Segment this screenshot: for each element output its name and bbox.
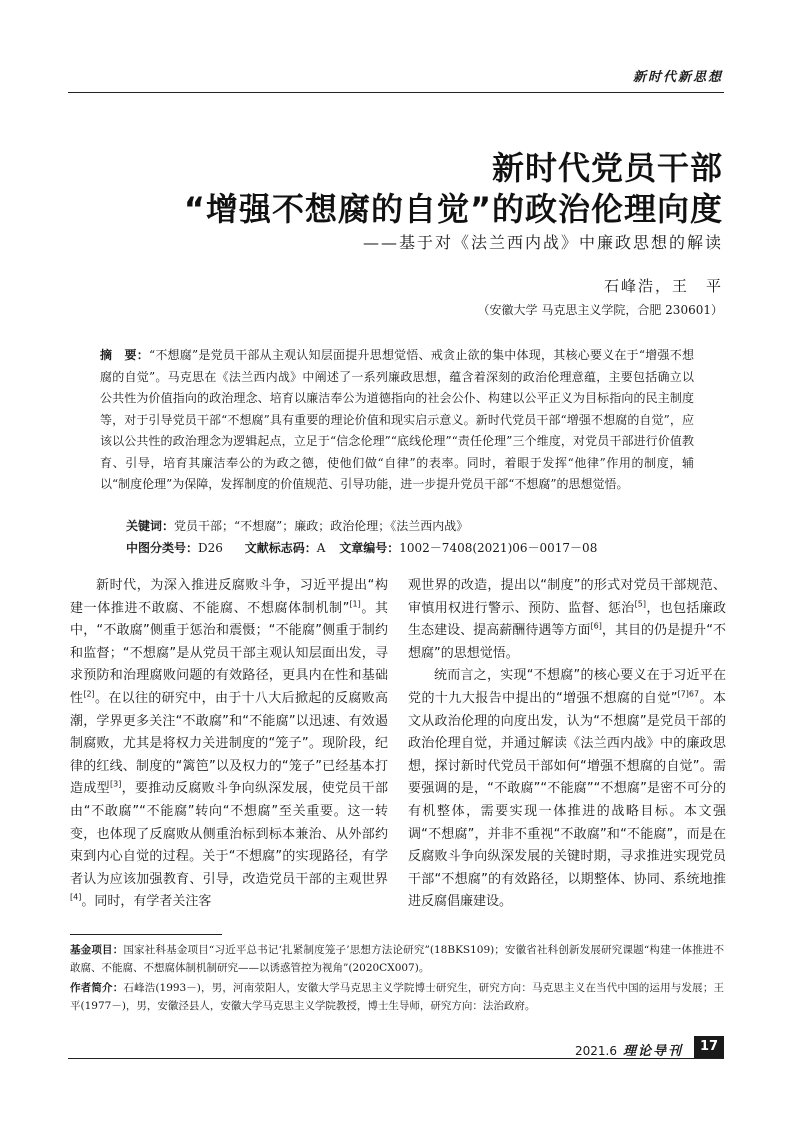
- author-bio-text: 石峰浩(1993－)，男，河南荥阳人，安徽大学马克思主义学院博士研究生，研究方向：马克思主义在当代中国的运用与发展；王平(1977－)，男，安徽泾县人，安徽大学马克思主义学院教授，博士生导师，研究方向：法治政府。: [70, 982, 724, 1012]
- citation-ref[interactable]: [4]: [70, 892, 82, 902]
- clc-label: 中图分类号：: [126, 541, 199, 555]
- abstract-text: “不想腐”是党员干部从主观认知层面提升思想觉悟、戒贪止欲的集中体现，其核心要义在于“增强不想腐的自觉”。马克思在《法兰西内战》中阐述了一系列廉政思想，蕴含着深刻的政治伦理意蕴，主要包括确立以公共性为价值指向的政治理念、培育以廉洁奉公为道德指向的社会公仆、构建以公平正义为目标指向的民主制度等，对于引导党员干部“不想腐”具有重要的理论价值和现实启示意义。新时代党员干部“增强不想腐的自觉”，应该以公共性的政治理念为逻辑起点，立足于“信念伦理”“底线伦理”“责任伦理”三个维度，对党员干部进行价值教育、引导，培育其廉洁奉公的为政之德，使他们做“自律”的表率。同时，着眼于发挥“他律”作用的制度，辅以“制度伦理”为保障，发挥制度的价值规范、引导功能，进一步提升党员干部“不想腐”的思想觉悟。: [100, 348, 694, 491]
- journal-section-tag: 新时代新思想: [632, 70, 723, 85]
- citation-ref[interactable]: [6]: [590, 621, 602, 631]
- affiliation: （安徽大学 马克思主义学院，合肥 230601）: [477, 303, 723, 317]
- body-column-left: [70, 575, 388, 914]
- subtitle: ——基于对《法兰西内战》中廉政思想的解读: [362, 233, 723, 252]
- citation-ref[interactable]: [5]: [634, 599, 646, 609]
- text-run: 新时代，为深入推进反腐败斗争，习近平提出“构建一体推进不敢腐、不能腐、不想腐体制机制”: [70, 578, 388, 616]
- issue-date: 2021.6: [574, 1044, 617, 1058]
- fund-label: 基金项目：: [70, 944, 124, 956]
- keywords-text: 党员干部；“不想腐”；廉政；政治伦理；《法兰西内战》: [174, 519, 469, 533]
- journal-name: 理论导刊: [622, 1044, 683, 1059]
- text-run: 。同时，有学者关注客: [81, 894, 212, 910]
- citation-ref[interactable]: [3]: [110, 780, 122, 790]
- body-paragraph: [70, 575, 388, 914]
- page-number: 17: [694, 1036, 724, 1058]
- authors: 石峰浩，王 平: [603, 277, 723, 295]
- abstract: [100, 345, 694, 496]
- text-run: ，也包括廉政生态建设、提高薪酬待遇等方面: [408, 600, 726, 639]
- text-run: 统而言之，实现“不想腐”的核心要义在于习近平在党的十九大报告中提出的“增强不想腐的自觉”: [408, 668, 726, 706]
- article-number-value: 1002－7408(2021)06－0017－08: [399, 541, 598, 555]
- doc-code-value: A: [316, 541, 326, 555]
- text-run: ，要推动反腐败斗争向纵深发展，使党员干部由“不敢腐”“不能腐”转向“不想腐”至关重要。这一转变，也体现了反腐败从侧重治标到标本兼治、从外部约束到内心自觉的过程。关于“不想腐”的实现路径，有学者认为应该加强教育、引导，改造党员干部的主观世界: [70, 781, 388, 887]
- title-line-1: 新时代党员干部: [491, 149, 723, 187]
- article-number-label: 文章编号：: [339, 541, 400, 555]
- text-run: 。在以往的研究中，由于十八大后掀起的反腐败高潮，学界更多关注“不敢腐”和“不能腐”以迅速、有效遏制腐败，尤其是将权力关进制度的“笼子”。现阶段，纪律的红线、制度的“篱笆”以及权力的“笼子”已经基本打造成型: [70, 690, 388, 797]
- body-paragraph: [408, 665, 726, 914]
- footnote-author: [70, 980, 724, 1015]
- citation-ref[interactable]: [2]: [83, 689, 95, 699]
- text-run: 。其中，“不敢腐”侧重于惩治和震慑；“不能腐”侧重于制约和监督；“不想腐”是从党员干部主观认知层面出发，寻求预防和治理腐败问题的有效路径，更具内在性和基础性: [70, 600, 388, 706]
- author-bio-label: 作者简介：: [70, 982, 124, 994]
- citation-ref[interactable]: [1]: [349, 599, 361, 609]
- footnote-rule: [70, 934, 222, 935]
- text-run: 观世界的改造，提出以“制度”的形式对党员干部规范、审慎用权进行警示、预防、监督、惩治: [408, 578, 726, 616]
- fund-text: 国家社科基金项目“习近平总书记‘扎紧制度笼子’思想方法论研究”(18BKS109)；安徽省社科创新发展研究课题“构建一体推进不敢腐、不能腐、不想腐体制机制研究——以诱惑管控为视角”(2020CX007)。: [70, 944, 724, 974]
- publication-info: [575, 1040, 683, 1059]
- text-run: ，其目的仍是提升“不想腐”的思想觉悟。: [408, 623, 726, 661]
- keywords: [126, 516, 468, 536]
- body-paragraph: [408, 575, 726, 665]
- text-run: 。本文从政治伦理的向度出发，认为“不想腐”是党员干部的政治伦理自觉，并通过解读《法兰西内战》中的廉政思想，探讨新时代党员干部如何“增强不想腐的自觉”。需要强调的是，“不敢腐”“不能腐”“不想腐”是密不可分的有机整体，需要实现一体推进的战略目标。本文强调“不想腐”，并非不重视“不敢腐”和“不能腐”，而是在反腐败斗争向纵深发展的关键时期，寻求推进实现党员干部“不想腐”的有效路径，以期整体、协同、系统地推进反腐倡廉建设。: [408, 690, 726, 910]
- doc-code-label: 文献标志码：: [244, 541, 317, 555]
- classification-line: [126, 538, 597, 558]
- citation-ref[interactable]: [7]67: [677, 689, 700, 699]
- clc-value: D26: [198, 541, 223, 555]
- body-column-right: [408, 575, 726, 914]
- header-rule: [68, 92, 724, 93]
- footnote-fund: [70, 942, 724, 977]
- footer-rule: [68, 1058, 724, 1059]
- abstract-label: 摘 要：: [100, 348, 149, 362]
- title-line-2: “增强不想腐的自觉”的政治伦理向度: [183, 190, 723, 228]
- keywords-label: 关键词：: [126, 519, 175, 533]
